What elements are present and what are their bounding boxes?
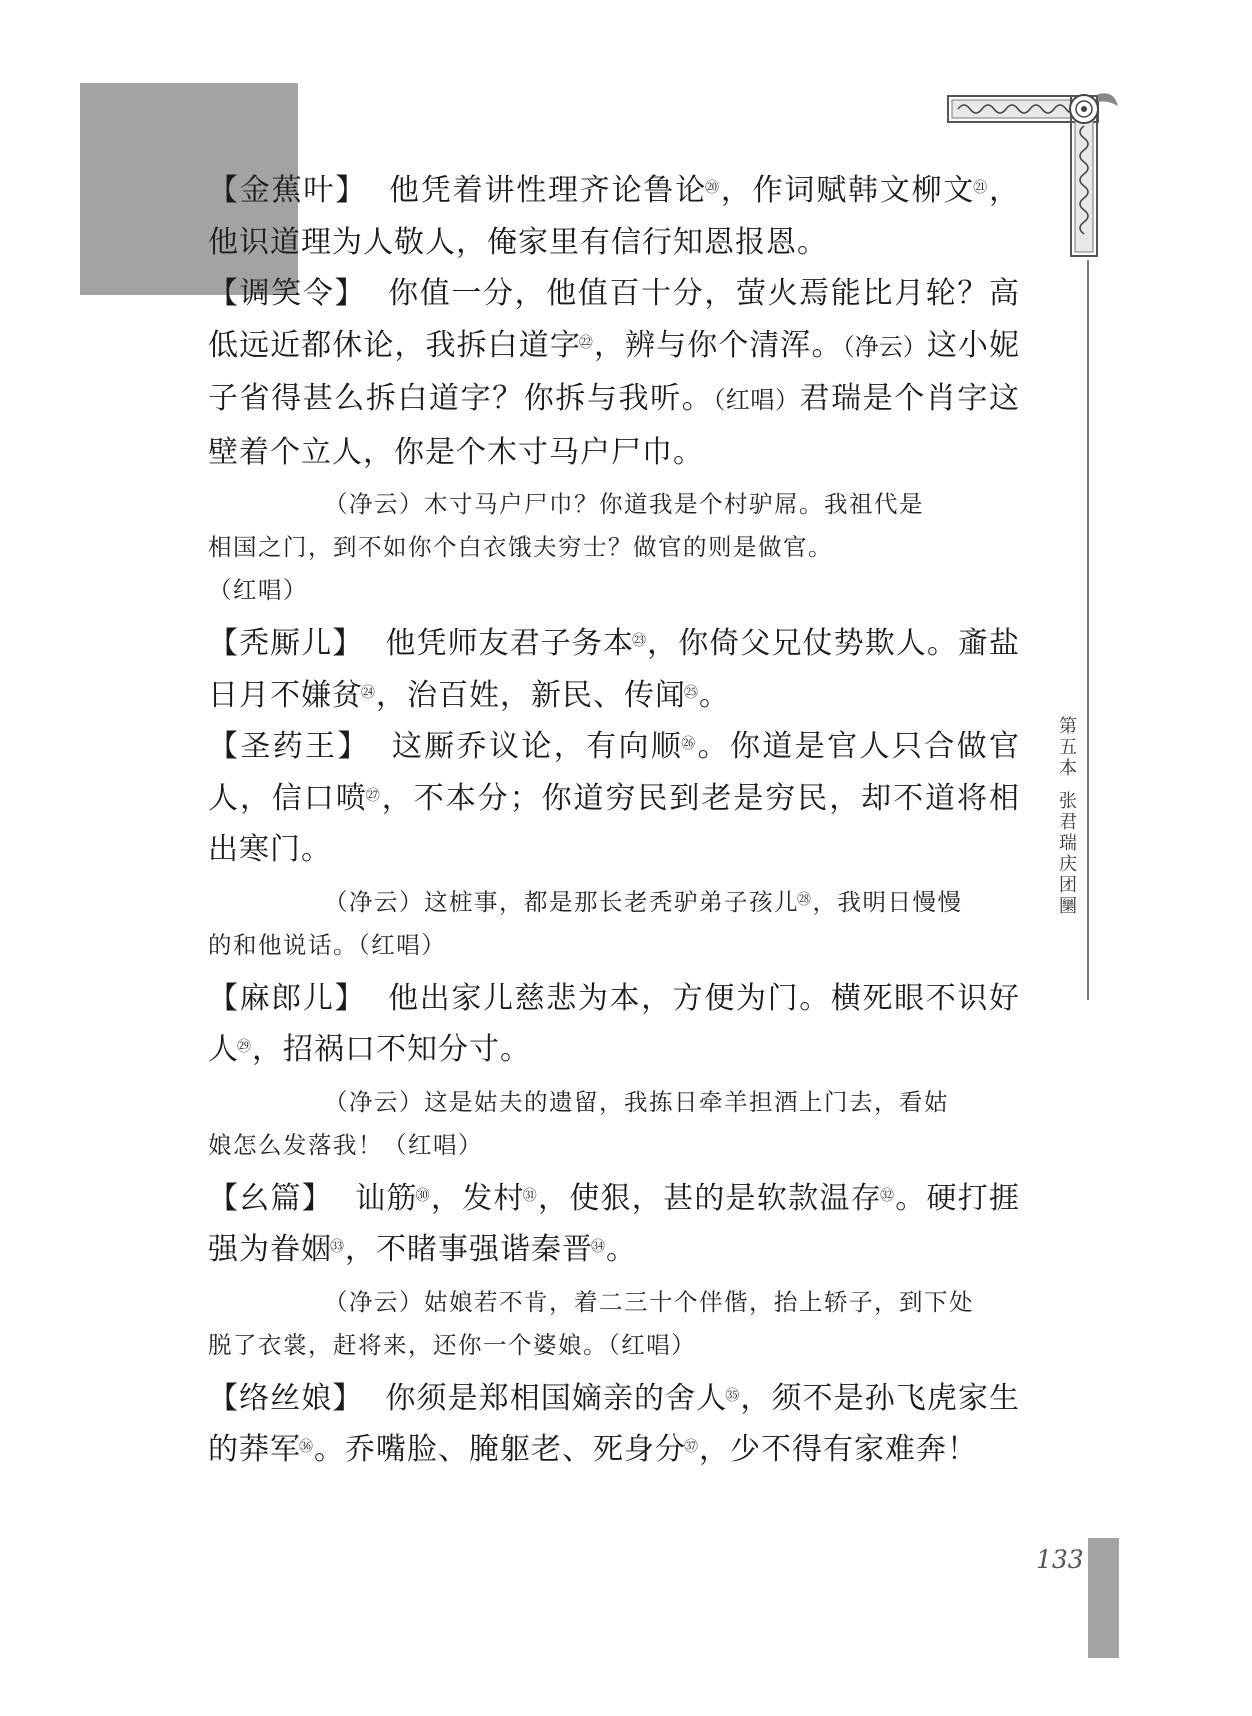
tune-name: 【调笑令】 bbox=[208, 276, 367, 311]
tune-name: 【幺篇】 bbox=[208, 1180, 334, 1216]
footnote-marker: ㉛ bbox=[522, 1187, 538, 1204]
tune-name: 【络丝娘】 bbox=[208, 1380, 364, 1416]
dialogue-block: （净云）木寸马户尸巾？你道我是个村驴屌。我祖代是 相国之门，到不如你个白衣饿夫穷士？做官的则是做官。 （红唱） bbox=[208, 490, 924, 604]
tune-name: 【秃厮儿】 bbox=[208, 626, 364, 661]
footnote-marker: ㉘ bbox=[797, 891, 813, 908]
aria-malanger: 【麻郎儿】 他出家儿慈悲为本，方便为门。横死眼不识好人$^㉙$，招祸口不知分寸。 bbox=[208, 980, 1020, 1067]
dialogue-block: （净云）这是姑夫的遗留，我拣日牵羊担酒上门去，看姑 娘怎么发落我！（红唱） bbox=[208, 1087, 949, 1159]
footnote-marker: ㊲ bbox=[684, 1439, 699, 1455]
page-tab bbox=[1088, 1538, 1119, 1658]
footnote-marker: ㉕ bbox=[684, 684, 699, 701]
aria-tusier: 【秃厮儿】 他凭师友君子务本$^㉓$，你倚父兄仗势欺人。齑盐日月不嫌贫$^㉔$，治百姓，新民、传闻$^㉕$。 bbox=[208, 626, 1021, 713]
dialogue-block: （净云）这桩事，都是那长老秃驴弟子孩儿$^㉘$，我明日慢慢 的和他说话。（红唱） bbox=[208, 887, 963, 959]
stage-direction: （红唱） bbox=[713, 386, 800, 414]
footnote-marker: ㉜ bbox=[879, 1187, 896, 1204]
footnote-marker: ㉔ bbox=[361, 684, 376, 701]
footnote-marker: ㉓ bbox=[632, 633, 648, 649]
footnote-marker: ㉚ bbox=[415, 1187, 431, 1204]
tune-name: 【麻郎儿】 bbox=[208, 980, 367, 1016]
stage-direction: （净云） bbox=[842, 332, 927, 361]
footnote-marker: ⑳ bbox=[705, 180, 721, 196]
aria-luosiniang: 【络丝娘】 你须是郑相国嫡亲的舍人$^㉟$，须不是孙飞虎家生的莽军$^㊱$。乔嘴脸、腌躯老、死身分$^㊲$，少不得有家难奔！ bbox=[208, 1380, 1021, 1467]
tune-name: 【圣药王】 bbox=[208, 729, 370, 764]
footnote-marker: ㉒ bbox=[578, 334, 594, 351]
footnote-marker: ㉞ bbox=[591, 1239, 606, 1255]
footnote-marker: ㉗ bbox=[365, 787, 382, 804]
footnote-marker: ㉟ bbox=[725, 1387, 741, 1404]
footnote-marker: ㉖ bbox=[681, 736, 698, 752]
aria-jinjiaoye: 【金蕉叶】 他凭着讲性理齐论鲁论⑳，作词赋韩文柳文$^㉑$，他识道理为人敬人，俺家里有信行知恩报恩。 bbox=[208, 173, 1021, 260]
footnote-marker: ㉝ bbox=[330, 1239, 345, 1255]
dialogue-block: （净云）姑娘若不肯，着二三十个伴偕，抬上轿子，到下处 脱了衣裳，赶将来，还你一个婆娘。（红唱） bbox=[208, 1287, 974, 1359]
footnote-marker: ㊱ bbox=[299, 1439, 314, 1455]
aria-shengyaowang: 【圣药王】 这厮乔议论，有向顺$^㉖$。你道是官人只合做官人，信口喷$^㉗$，不本分；你道穷民到老是穷民，却不道将相出寒门。 bbox=[208, 729, 1021, 867]
footnote-marker: ㉙ bbox=[237, 1039, 252, 1055]
aria-yaopian: 【幺篇】 讪筋$^㉚$，发村$^㉛$，使狠，甚的是软款温存$^㉜$。硬打捱强为眷姻$^㉝$，不睹事强谐秦晋$^㉞$。 bbox=[208, 1180, 1021, 1267]
play-text bbox=[208, 165, 1020, 1476]
footnote-marker: ㉑ bbox=[973, 180, 990, 196]
running-header bbox=[1054, 716, 1082, 917]
running-header-title: 张君瑞庆团圞 bbox=[1059, 791, 1077, 917]
running-header-book: 第五本 bbox=[1059, 716, 1077, 779]
aria-tiaoxiaoling: 【调笑令】 你值一分，他值百十分，萤火焉能比月轮？高低远近都休论，我拆白道字$^㉒$，辨与你个清浑。（净云）这小妮子省得甚么拆白道字？你拆与我听。（红唱）君瑞是个肖字这壁着个立人，你是个木寸马户尸巾。 bbox=[208, 276, 1021, 470]
tune-name: 【金蕉叶】 bbox=[208, 173, 367, 208]
page-number: 133 bbox=[1036, 1545, 1084, 1574]
margin-rule bbox=[1087, 260, 1089, 1000]
